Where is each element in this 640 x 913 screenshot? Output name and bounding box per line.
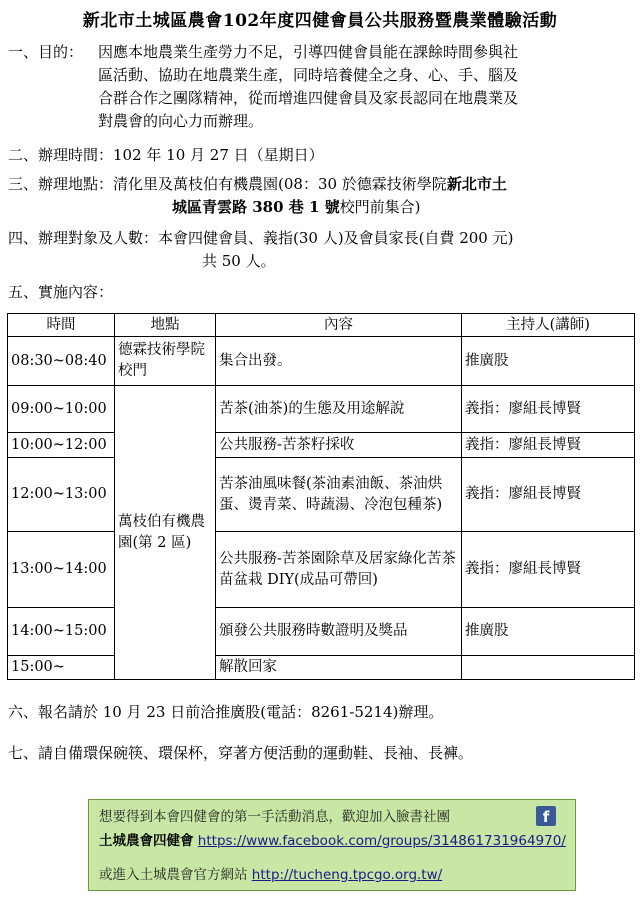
facebook-icon[interactable]: f <box>536 806 556 826</box>
header-time: 時間 <box>8 314 115 337</box>
cell-location: 德霖技術學院校門 <box>115 337 216 386</box>
cell-location: 萬枝伯有機農園(第 2 區) <box>115 386 216 680</box>
table-row <box>8 433 635 458</box>
cell-content: 解散回家 <box>216 656 462 680</box>
cell-content: 集合出發。 <box>216 337 462 386</box>
section-purpose <box>8 41 83 64</box>
cell-content: 苦茶油風味餐(茶油素油飯、茶油烘蛋、燙青菜、時蔬湯、冷泡包種茶) <box>216 458 462 532</box>
cell-host: 義指：廖組長博賢 <box>462 433 635 458</box>
table-row <box>8 337 635 386</box>
cell-host: 推廣股 <box>462 608 635 656</box>
official-site-link[interactable]: http://tucheng.tpcgo.org.tw/ <box>251 867 443 883</box>
promo-line1: 想要得到本會四健會的第一手活動消息，歡迎加入臉書社團 <box>99 809 450 825</box>
cell-time: 12:00~13:00 <box>8 458 115 532</box>
facebook-group-link[interactable]: https://www.facebook.com/groups/314861731964970/ <box>197 833 566 849</box>
promo-site-text: 或進入土城農會官方網站 <box>99 867 248 883</box>
cell-time: 10:00~12:00 <box>8 433 115 458</box>
table-row <box>8 656 635 680</box>
section-reminder: 七、請自備環保碗筷、環保杯，穿著方便活動的運動鞋、長袖、長褲。 <box>8 744 474 762</box>
promo-group-name: 土城農會四健會 <box>99 833 194 849</box>
section-purpose-body <box>98 41 518 133</box>
venue-line1-a: 清化里及萬枝伯有機農園(08：30 於德霖技術學院 <box>113 175 447 193</box>
participants-line1: 本會四健會員、義指(30 人)及會員家長(自費 200 元) <box>158 229 514 247</box>
section-venue-heading: 三、辦理地點： <box>8 175 114 193</box>
promo-box <box>88 799 576 891</box>
cell-time: 14:00~15:00 <box>8 608 115 656</box>
purpose-line: 對農會的向心力而辦理。 <box>98 112 264 130</box>
section-participants-heading: 四、辦理對象及人數： <box>8 229 159 247</box>
cell-host: 義指：廖組長博賢 <box>462 458 635 532</box>
header-content: 內容 <box>216 314 462 337</box>
venue-address: 城區青雲路 380 巷 1 號 <box>172 198 340 216</box>
promo-line3 <box>99 863 442 883</box>
section-registration: 六、報名請於 10 月 23 日前洽推廣股(電話：8261-5214)辦理。 <box>8 703 444 721</box>
section-content: 五、實施內容： <box>8 283 114 301</box>
cell-time: 08:30~08:40 <box>8 337 115 386</box>
page-title: 新北市土城區農會102年度四健會員公共服務暨農業體驗活動 <box>82 11 558 31</box>
section-purpose-heading: 一、目的： <box>8 43 84 61</box>
purpose-line: 合群合作之團隊精神，從而增進四健會員及家長認同在地農業及 <box>98 89 519 107</box>
venue-line2-b: 校門前集合) <box>339 198 421 216</box>
cell-host: 推廣股 <box>462 337 635 386</box>
venue-line1-b: 新北市土 <box>446 175 507 193</box>
cell-time: 13:00~14:00 <box>8 532 115 608</box>
cell-content: 苦茶(油茶)的生態及用途解說 <box>216 386 462 433</box>
cell-host <box>462 656 635 680</box>
participants-line2: 共 50 人。 <box>202 252 276 270</box>
promo-line2 <box>99 829 566 849</box>
header-host: 主持人(講師) <box>462 314 635 337</box>
section-time: 二、辦理時間：102 年 10 月 27 日（星期日） <box>8 146 324 164</box>
table-row <box>8 386 635 433</box>
purpose-line: 因應本地農業生產勞力不足，引導四健會員能在課餘時間參與社 <box>98 43 519 61</box>
venue-line2 <box>172 196 421 219</box>
schedule-table <box>7 313 635 680</box>
cell-time: 15:00~ <box>8 656 115 680</box>
table-row <box>8 532 635 608</box>
table-header-row <box>8 314 635 337</box>
cell-content: 公共服務-苦茶園除草及居家綠化苦茶苗盆栽 DIY(成品可帶回) <box>216 532 462 608</box>
table-row <box>8 458 635 532</box>
header-location: 地點 <box>115 314 216 337</box>
cell-content: 頒發公共服務時數證明及獎品 <box>216 608 462 656</box>
purpose-line: 區活動、協助在地農業生產，同時培養健全之身、心、手、腦及 <box>98 66 519 84</box>
table-row <box>8 608 635 656</box>
section-participants <box>8 227 513 250</box>
cell-content: 公共服務-苦茶籽採收 <box>216 433 462 458</box>
cell-time: 09:00~10:00 <box>8 386 115 433</box>
section-venue <box>8 173 507 196</box>
cell-host: 義指：廖組長博賢 <box>462 532 635 608</box>
cell-host: 義指：廖組長博賢 <box>462 386 635 433</box>
